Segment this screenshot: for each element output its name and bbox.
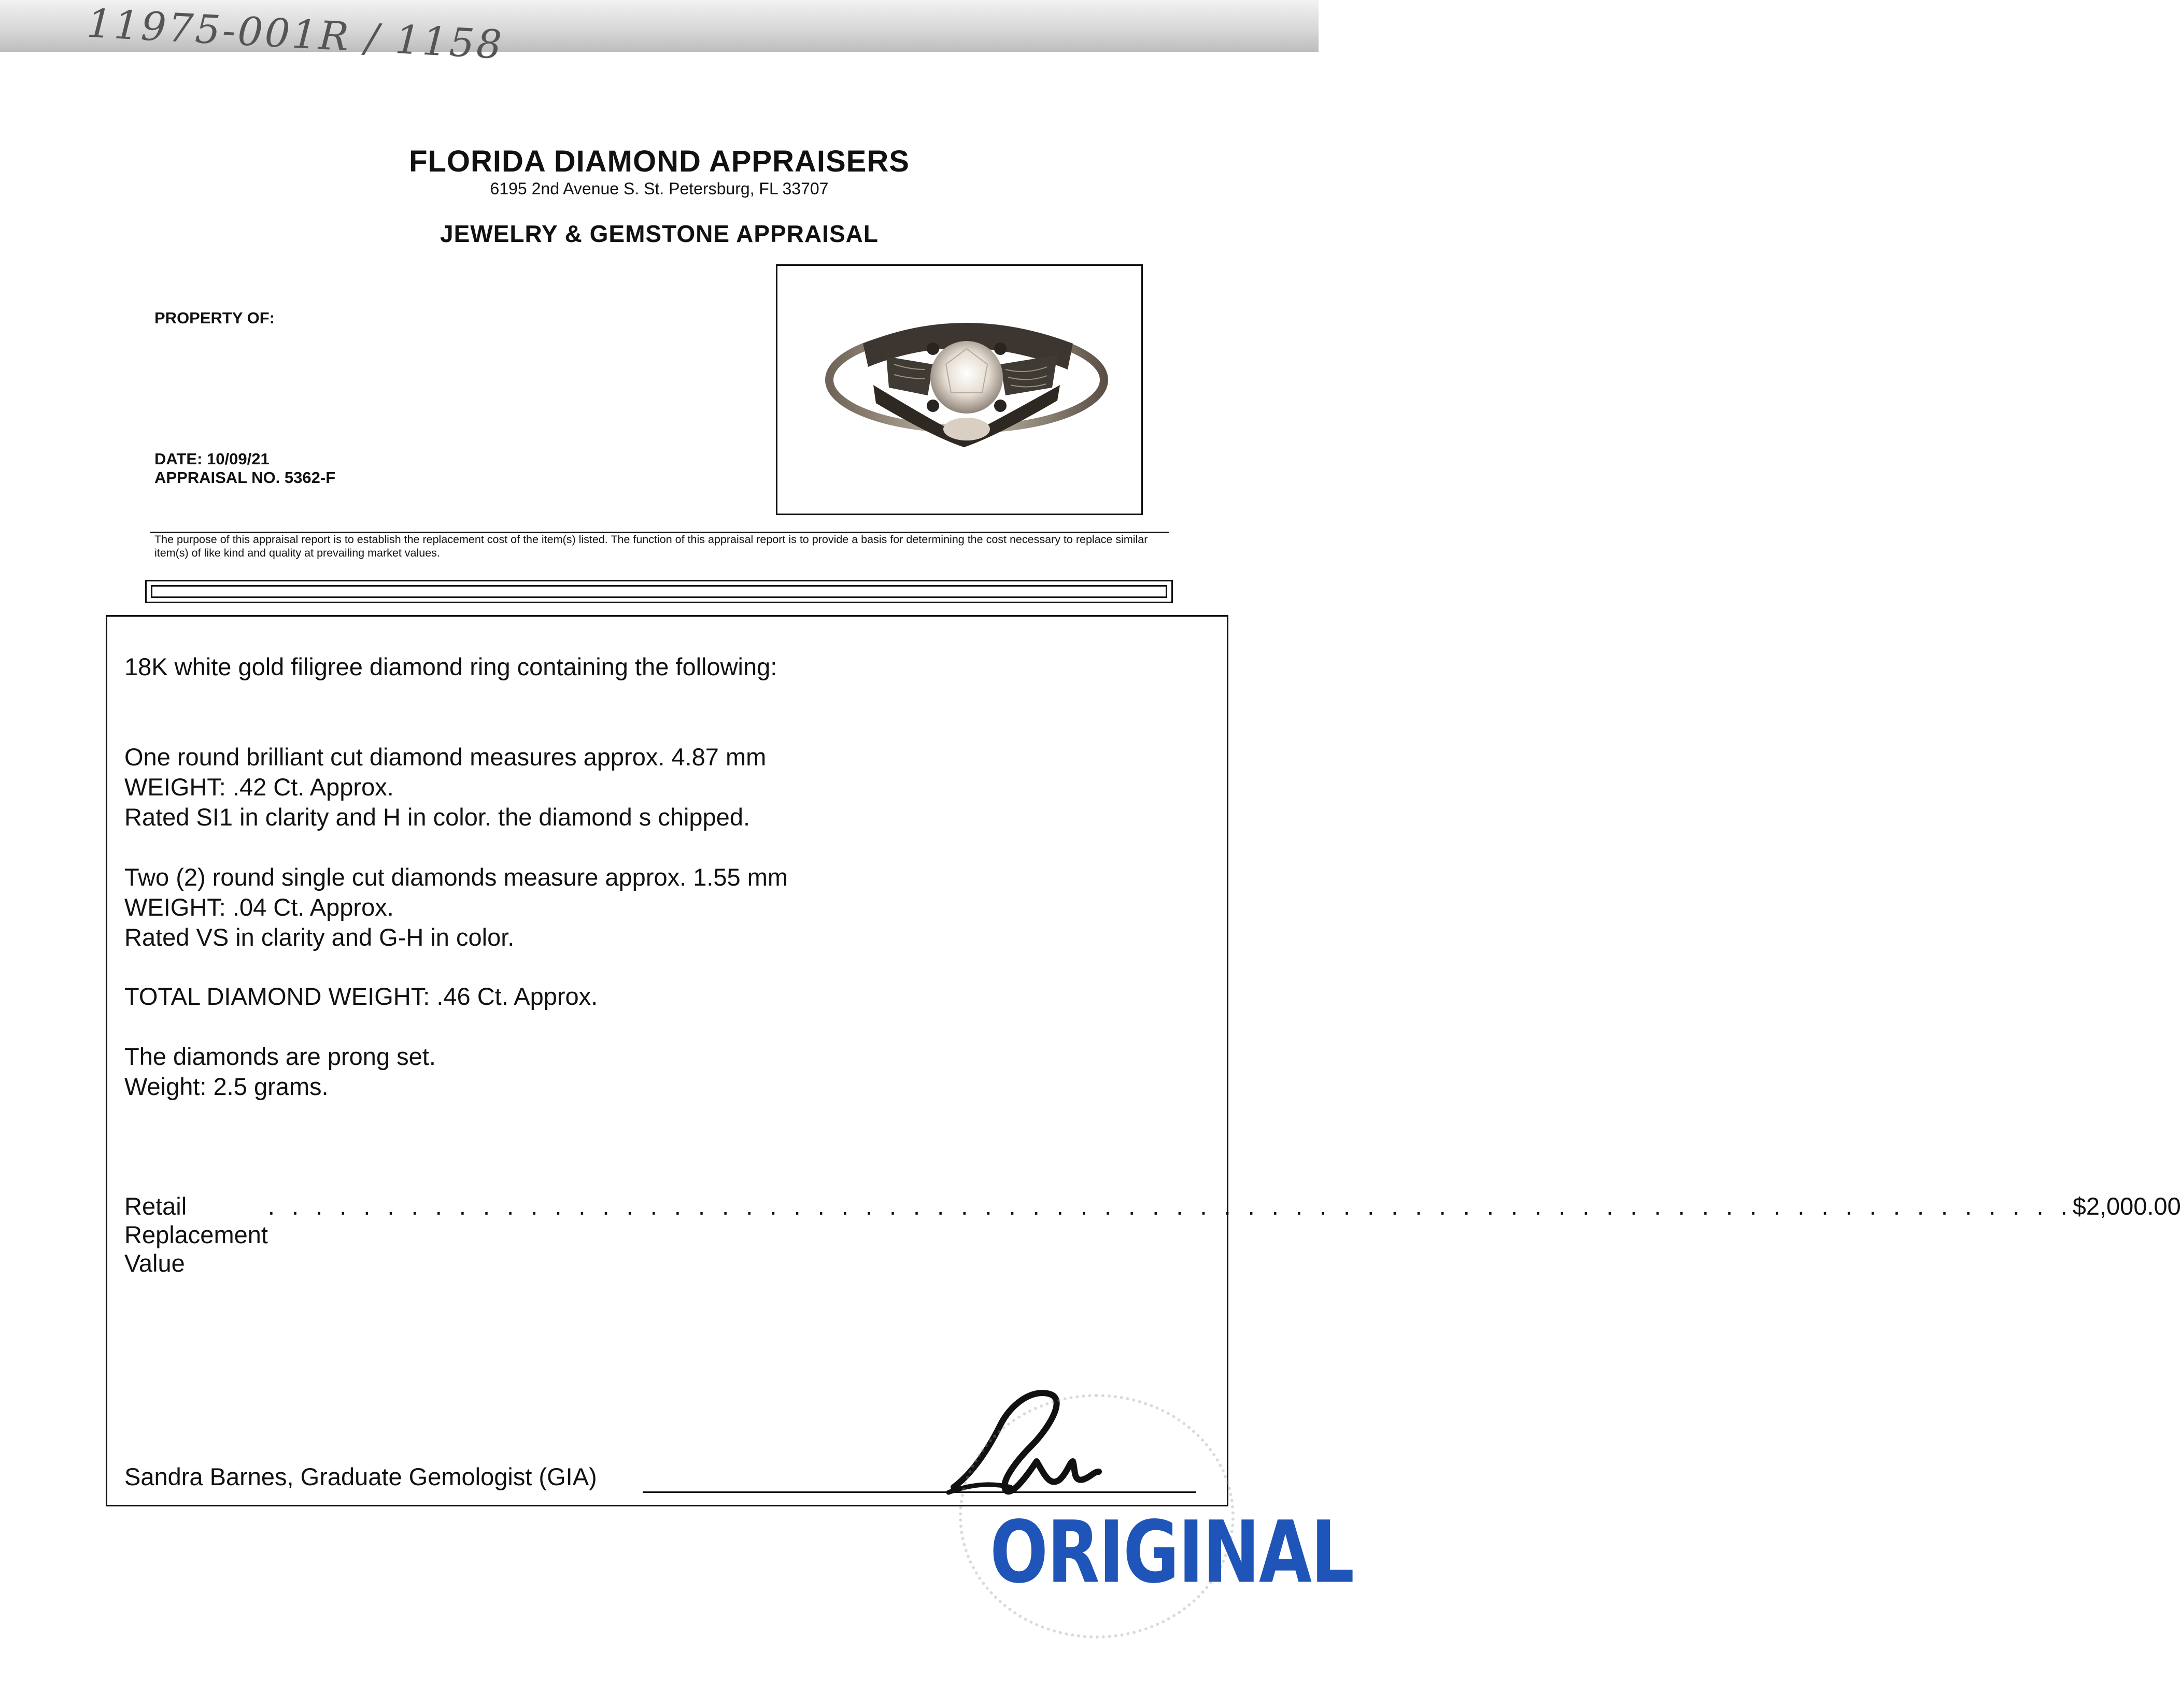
setting-description: The diamonds are prong set.	[124, 1043, 436, 1070]
appraisal-number-label: APPRAISAL NO.	[154, 468, 280, 487]
appraisal-number-value: 5362-F	[284, 468, 336, 487]
center-stone-block	[124, 742, 766, 832]
date-field	[154, 450, 270, 468]
side-stones-measure: Two (2) round single cut diamonds measure approx. 1.55 mm	[124, 863, 788, 891]
signatory-name: Sandra Barnes, Graduate Gemologist (GIA)	[124, 1463, 597, 1490]
appraisal-number-field	[154, 468, 335, 487]
company-address: 6195 2nd Avenue S. St. Petersburg, FL 33707	[490, 179, 829, 198]
ring-image	[777, 266, 1144, 517]
total-diamond-weight: TOTAL DIAMOND WEIGHT: .46 Ct. Approx.	[124, 983, 598, 1010]
center-stone-grade: Rated SI1 in clarity and H in color. the diamond s chipped.	[124, 803, 750, 831]
document-title: JEWELRY & GEMSTONE APPRAISAL	[440, 220, 879, 247]
date-label: DATE:	[154, 450, 203, 468]
center-stone-measure: One round brilliant cut diamond measures approx. 4.87 mm	[124, 743, 767, 771]
center-stone-weight: WEIGHT: .42 Ct. Approx.	[124, 773, 394, 801]
retail-value-label: Retail Replacement Value	[124, 1192, 268, 1277]
date-value: 10/09/21	[207, 450, 270, 468]
retail-value-line	[124, 1192, 2181, 1277]
item-heading: 18K white gold filigree diamond ring containing the following:	[124, 653, 777, 680]
retail-value-amount: $2,000.00	[2072, 1192, 2181, 1220]
side-stones-grade: Rated VS in clarity and G-H in color.	[124, 923, 515, 951]
company-name: FLORIDA DIAMOND APPRAISERS	[409, 145, 910, 178]
property-of-label: PROPERTY OF:	[154, 309, 275, 327]
ring-photo	[776, 264, 1143, 515]
leader-dots: . . . . . . . . . . . . . . . . . . . . . . . . . . . . . . . . . . . . . . . . . . . . . . . . . . . . . . . . . . . . . . . . . . . . . . . . . . . .	[267, 1192, 2073, 1220]
disclaimer-text: The purpose of this appraisal report is to establish the replacement cost of the item(s) listed. The function of this appraisal report is to provide a basis for determining the cost necessary to replace similar item(s) of like kind and quality at prevailing market values.	[154, 533, 1148, 559]
side-stones-weight: WEIGHT: .04 Ct. Approx.	[124, 893, 394, 921]
double-line-divider	[145, 580, 1173, 603]
setting-block	[124, 1042, 436, 1102]
metal-weight: Weight: 2.5 grams.	[124, 1073, 329, 1100]
handwritten-note: 11975-001R / 1158	[86, 0, 505, 68]
original-stamp: ORIGINAL	[990, 1503, 1354, 1603]
side-stones-block	[124, 862, 788, 952]
